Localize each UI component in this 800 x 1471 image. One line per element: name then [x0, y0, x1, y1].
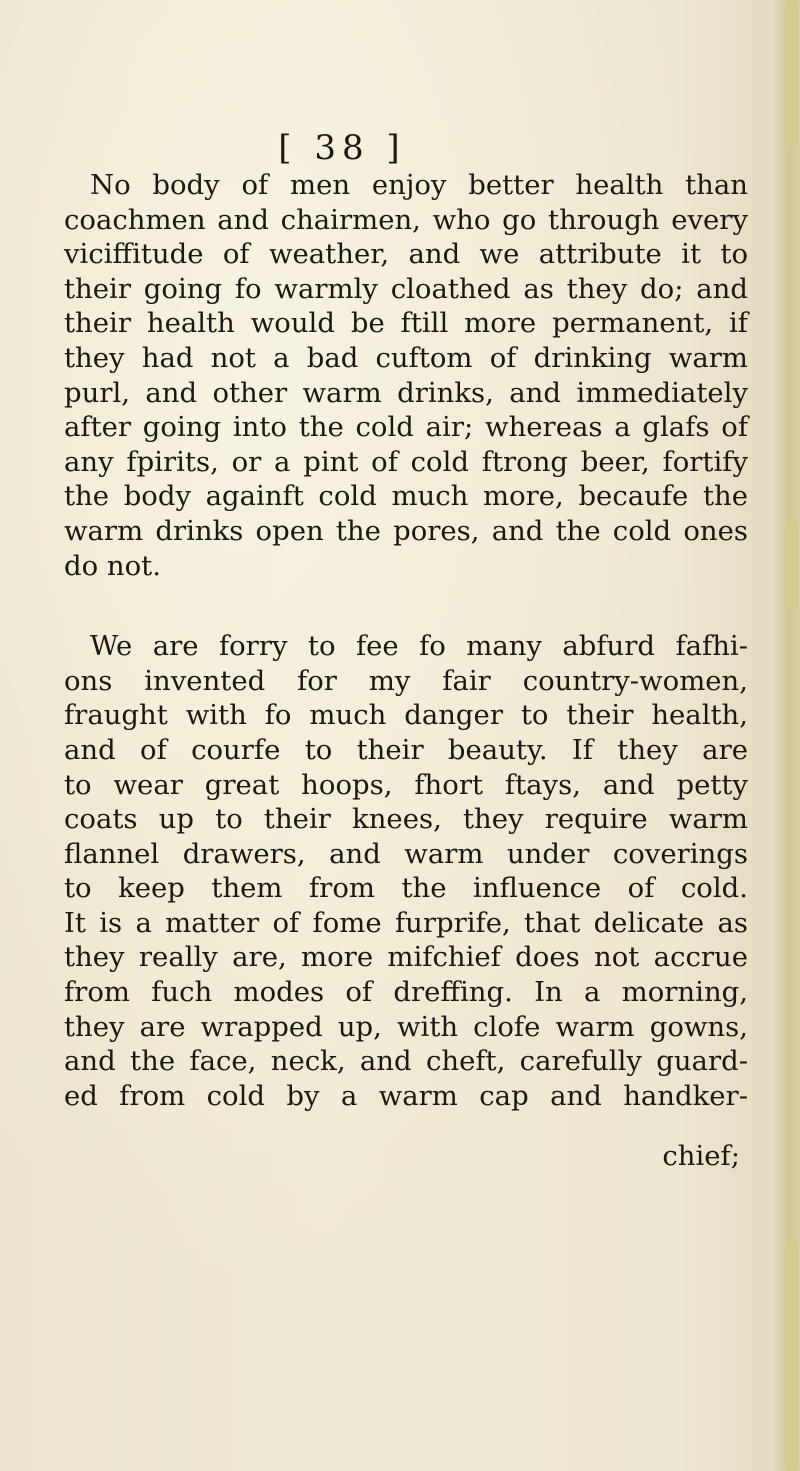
text-line: from fuch modes of dreffing. In a morning,: [64, 976, 748, 1009]
text-line: ed from cold by a warm cap and handker-: [64, 1079, 748, 1112]
paragraph: [64, 629, 748, 1113]
text-line: to wear great hoops, fhort ftays, and petty: [64, 768, 748, 801]
text-line: ons invented for my fair country-women,: [64, 664, 748, 697]
text-line: viciffitude of weather, and we attribute it to: [64, 238, 748, 271]
text-line: No body of men enjoy better health than: [90, 169, 748, 201]
text-line: to keep them from the influence of cold.: [64, 872, 748, 905]
page-edge-stain: [786, 520, 798, 610]
text-line: after going into the cold air; whereas a glafs of: [64, 411, 748, 444]
catchword: chief;: [662, 1140, 740, 1172]
text-line: their going fo warmly cloathed as they do; and: [64, 272, 748, 305]
text-line: they had not a bad cuftom of drinking warm: [64, 341, 748, 374]
text-line: the body againft cold much more, becaufe the: [64, 480, 748, 513]
page-number: [ 38 ]: [278, 128, 406, 168]
text-line: and the face, neck, and cheft, carefully guard-: [64, 1045, 748, 1078]
text-line: do not.: [64, 549, 161, 582]
text-line: any fpirits, or a pint of cold ftrong beer, fortify: [64, 445, 748, 478]
text-line: It is a matter of fome furprife, that delicate as: [64, 906, 748, 939]
page-edge-stain: [786, 1240, 798, 1471]
text-line: coachmen and chairmen, who go through every: [64, 203, 748, 236]
body-text: [64, 168, 748, 1113]
page-edge-stain: [786, 0, 798, 150]
text-line: purl, and other warm drinks, and immediately: [64, 376, 748, 409]
paragraph: [64, 168, 748, 583]
text-line: and of courfe to their beauty. If they are: [64, 733, 748, 766]
text-line: their health would be ftill more permanent, if: [64, 307, 748, 340]
text-line: fraught with fo much danger to their health,: [64, 699, 748, 732]
text-line: We are forry to fee fo many abfurd fafhi-: [90, 630, 748, 663]
text-line: coats up to their knees, they require warm: [64, 803, 748, 836]
text-line: flannel drawers, and warm under coverings: [64, 837, 748, 870]
text-line: they are wrapped up, with clofe warm gowns,: [64, 1010, 748, 1043]
text-line: warm drinks open the pores, and the cold ones: [64, 514, 748, 547]
text-line: they really are, more mifchief does not accrue: [64, 941, 748, 974]
